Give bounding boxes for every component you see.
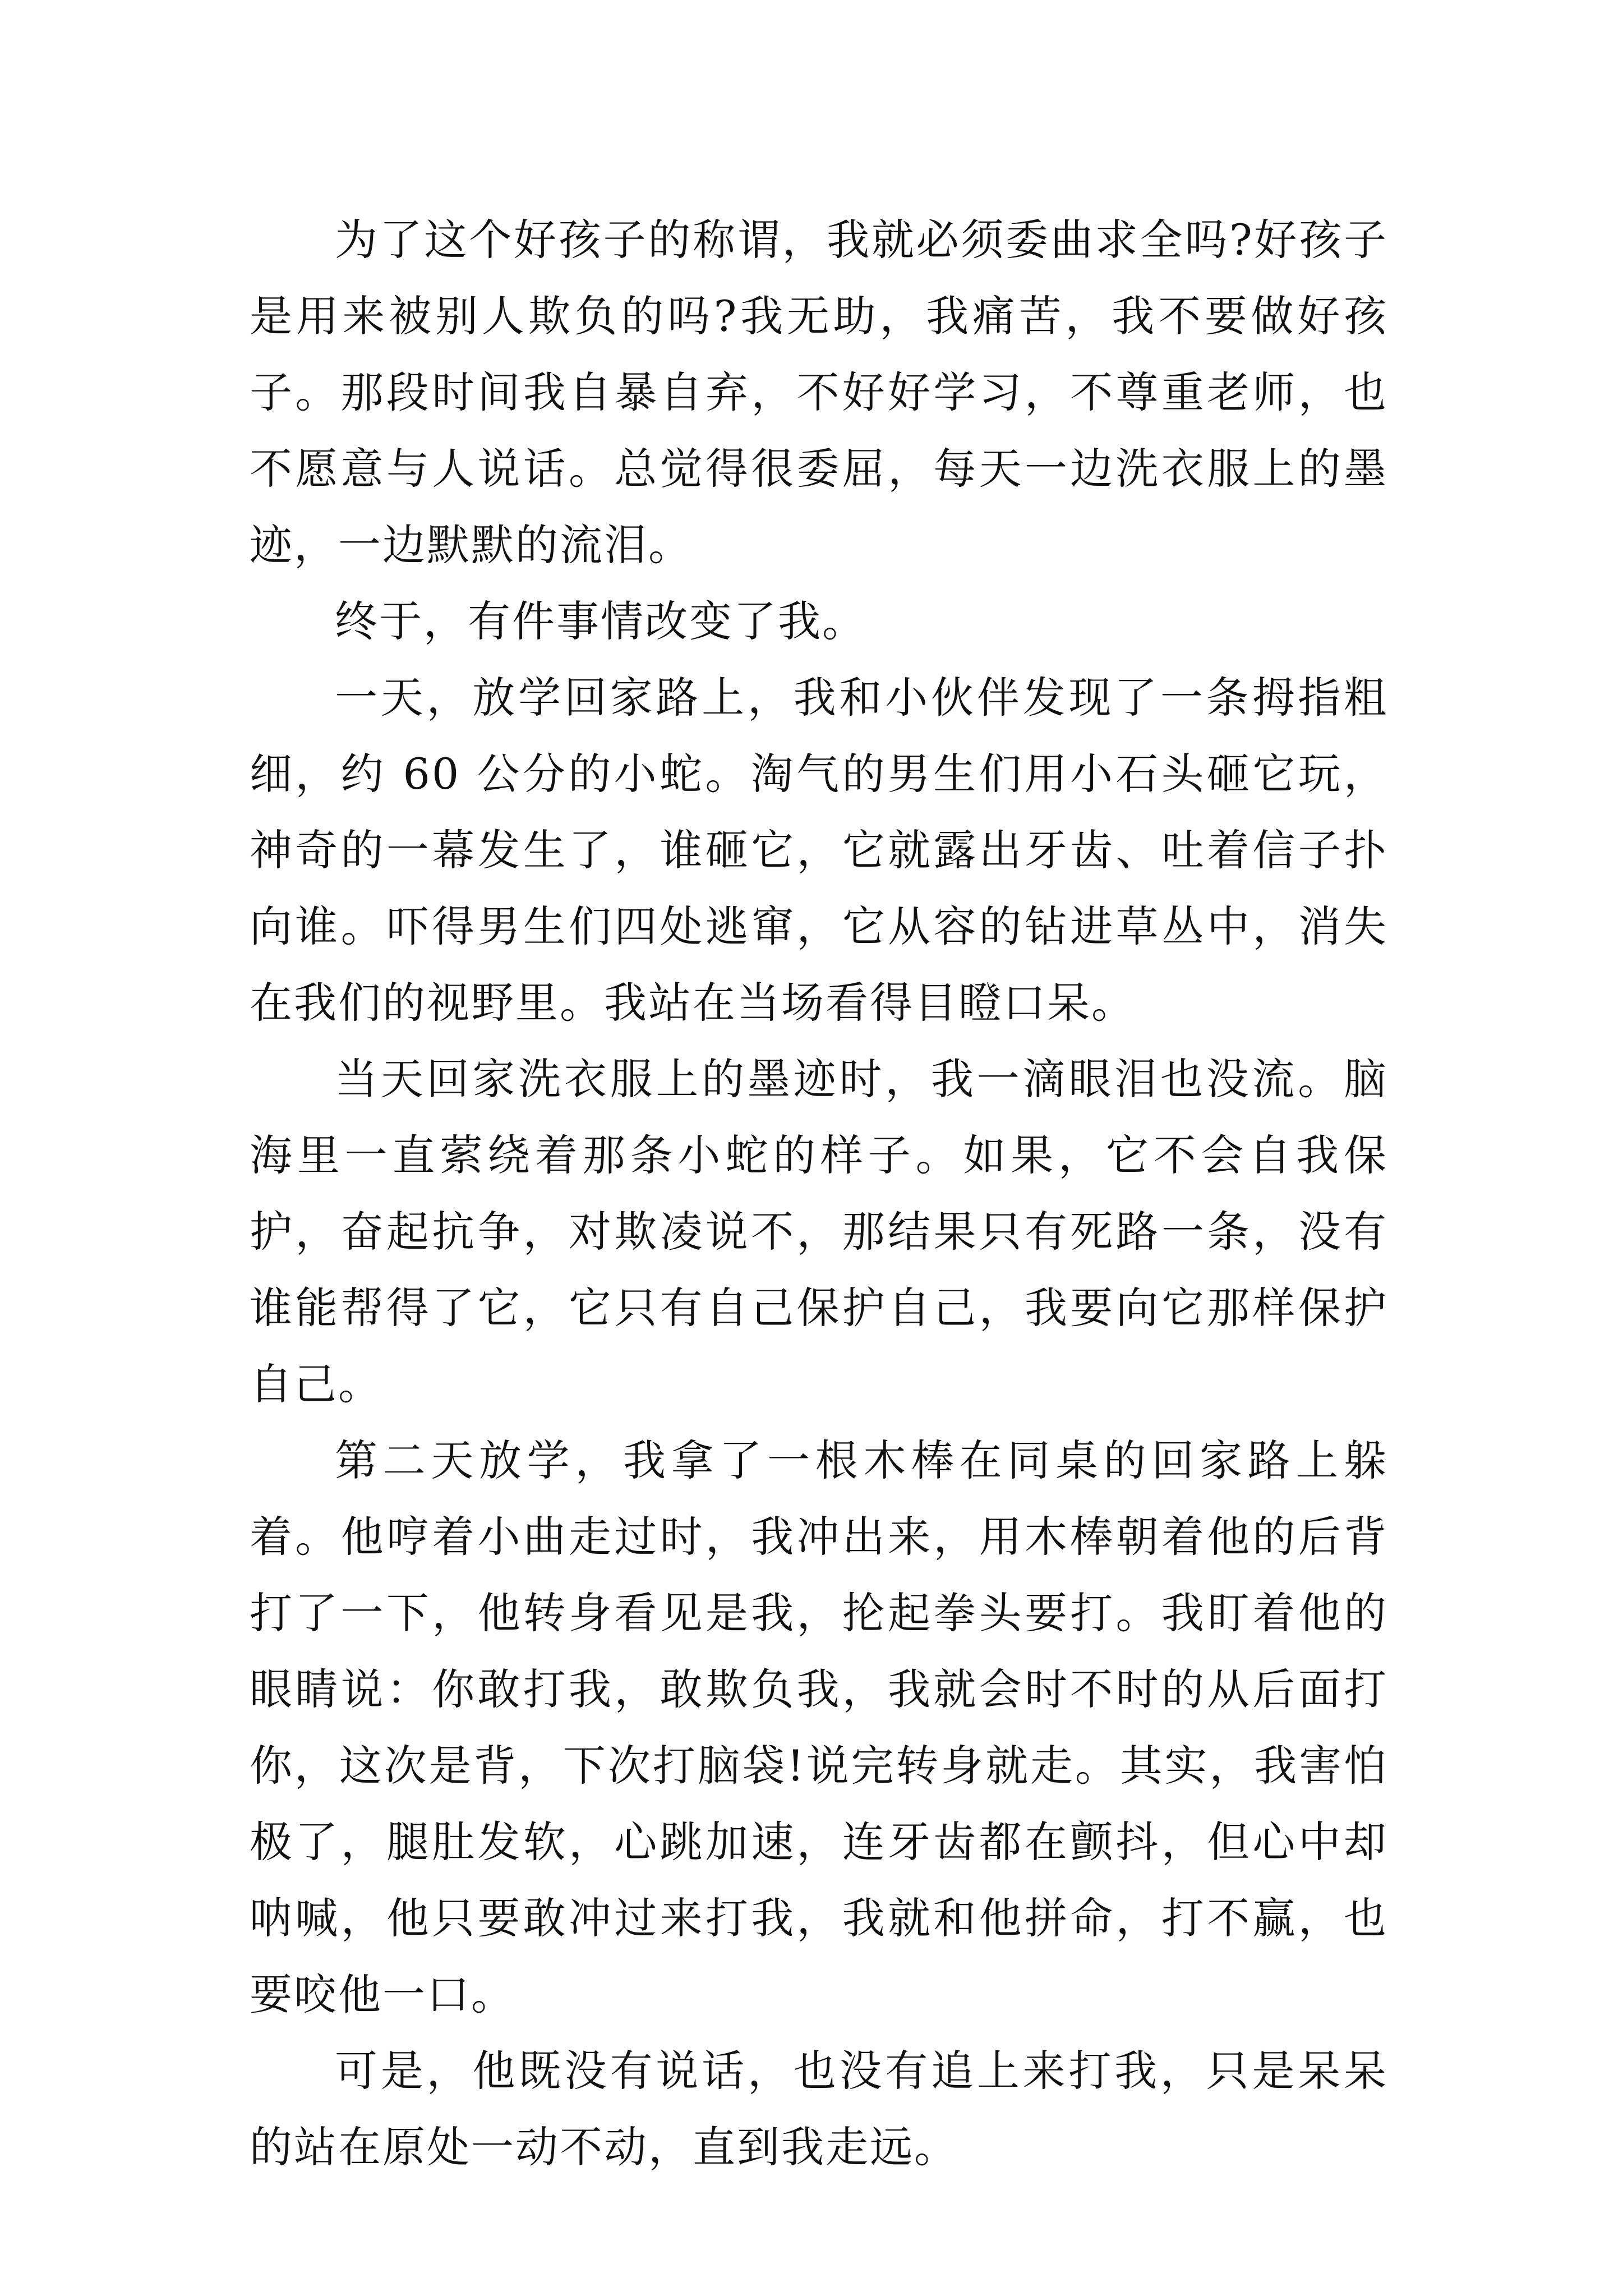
paragraph-2: 终于，有件事情改变了我。 [335,596,866,646]
document-body [250,202,1388,2185]
paragraph-5: 第二天放学，我拿了一根木棒在同桌的回家路上躲着。他哼着小曲走过时，我冲出来，用木棒朝着他的后背打了一下，他转身看见是我，抡起拳头要打。我盯着他的眼睛说：你敢打我，敢欺负我，我就会时不时的从后面打你，这次是背，下次打脑袋!说完转身就走。其实，我害怕极了，腿肚发软，心跳加速，连牙齿都在颤抖，但心中却呐喊，他只要敢冲过来打我，我就和他拼命，打不赢，也要咬他一口。 [250,1435,1388,2019]
paragraph-4: 当天回家洗衣服上的墨迹时，我一滴眼泪也没流。脑海里一直萦绕着那条小蛇的样子。如果，它不会自我保护，奋起抗争，对欺凌说不，那结果只有死路一条，没有谁能帮得了它，它只有自己保护自己，我要向它那样保护自己。 [250,1054,1388,1409]
paragraph-1: 为了这个好孩子的称谓，我就必须委曲求全吗?好孩子是用来被别人欺负的吗?我无助，我痛苦，我不要做好孩子。那段时间我自暴自弃，不好好学习，不尊重老师，也不愿意与人说话。总觉得很委屈，每天一边洗衣服上的墨迹，一边默默的流泪。 [250,215,1388,570]
paragraph-3: 一天，放学回家路上，我和小伙伴发现了一条拇指粗细，约 60 公分的小蛇。淘气的男生们用小石头砸它玩，神奇的一幕发生了，谁砸它，它就露出牙齿、吐着信子扑向谁。吓得男生们四处逃窜，它从容的钻进草丛中，消失在我们的视野里。我站在当场看得目瞪口呆。 [250,673,1388,1028]
paragraph-6: 可是，他既没有说话，也没有追上来打我，只是呆呆的站在原处一动不动，直到我走远。 [250,2046,1388,2172]
